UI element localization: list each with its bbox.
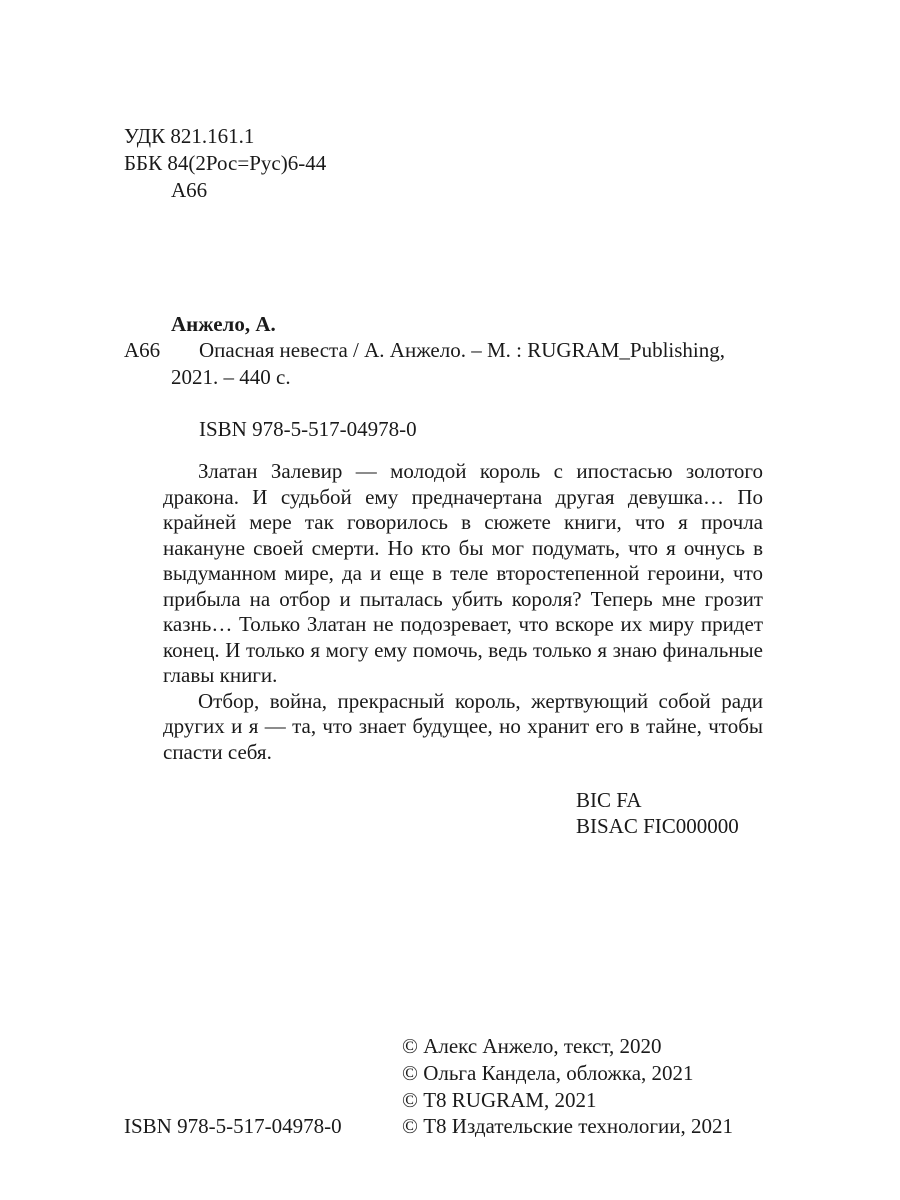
title-line: Опасная невеста / А. Анжело. – М. : RUGRAM_Publishing, (199, 338, 726, 362)
author-heading: Анжело, А. (171, 312, 276, 336)
copyright-line-1: © Алекс Анжело, текст, 2020 (402, 1034, 662, 1058)
isbn-footer: ISBN 978-5-517-04978-0 (124, 1114, 342, 1138)
bbk-code: ББК 84(2Рос=Рус)6-44 (124, 151, 327, 175)
annotation-paragraph-2: Отбор, война, прекрасный король, жертвующий собой ради других и я — та, что знает будущее, но хранит его в тайне, чтобы спасти себя. (163, 688, 763, 764)
author-mark-entry: А66 (124, 338, 161, 362)
copyright-line-2: © Ольга Кандела, обложка, 2021 (402, 1061, 694, 1085)
copyright-line-3: © Т8 RUGRAM, 2021 (402, 1088, 597, 1112)
bisac-code: BISAC FIC000000 (576, 814, 739, 838)
copyright-line-4: © Т8 Издательские технологии, 2021 (402, 1114, 733, 1138)
imprint-line: 2021. – 440 с. (171, 365, 291, 389)
isbn-entry: ISBN 978-5-517-04978-0 (199, 417, 417, 441)
udk-code: УДК 821.161.1 (124, 124, 255, 148)
annotation (163, 459, 763, 765)
annotation-paragraph-1: Златан Залевир — молодой король с ипостасью золотого дракона. И судьбой ему предначертана другая девушка… По крайней мере так говорилось в сюжете книги, что я прочла накануне своей смерти. Но кто бы мог подумать, что я очнусь в выдуманном мире, да и еще в теле второстепенной героини, что прибыла на отбор и пыталась убить короля? Теперь мне грозит казнь… Только Златан не подозревает, что вскоре их миру придет конец. И только я могу ему помочь, ведь только я знаю финальные главы книги. (163, 459, 763, 687)
bic-code: BIC FA (576, 788, 642, 812)
author-mark-top: А66 (171, 178, 208, 202)
